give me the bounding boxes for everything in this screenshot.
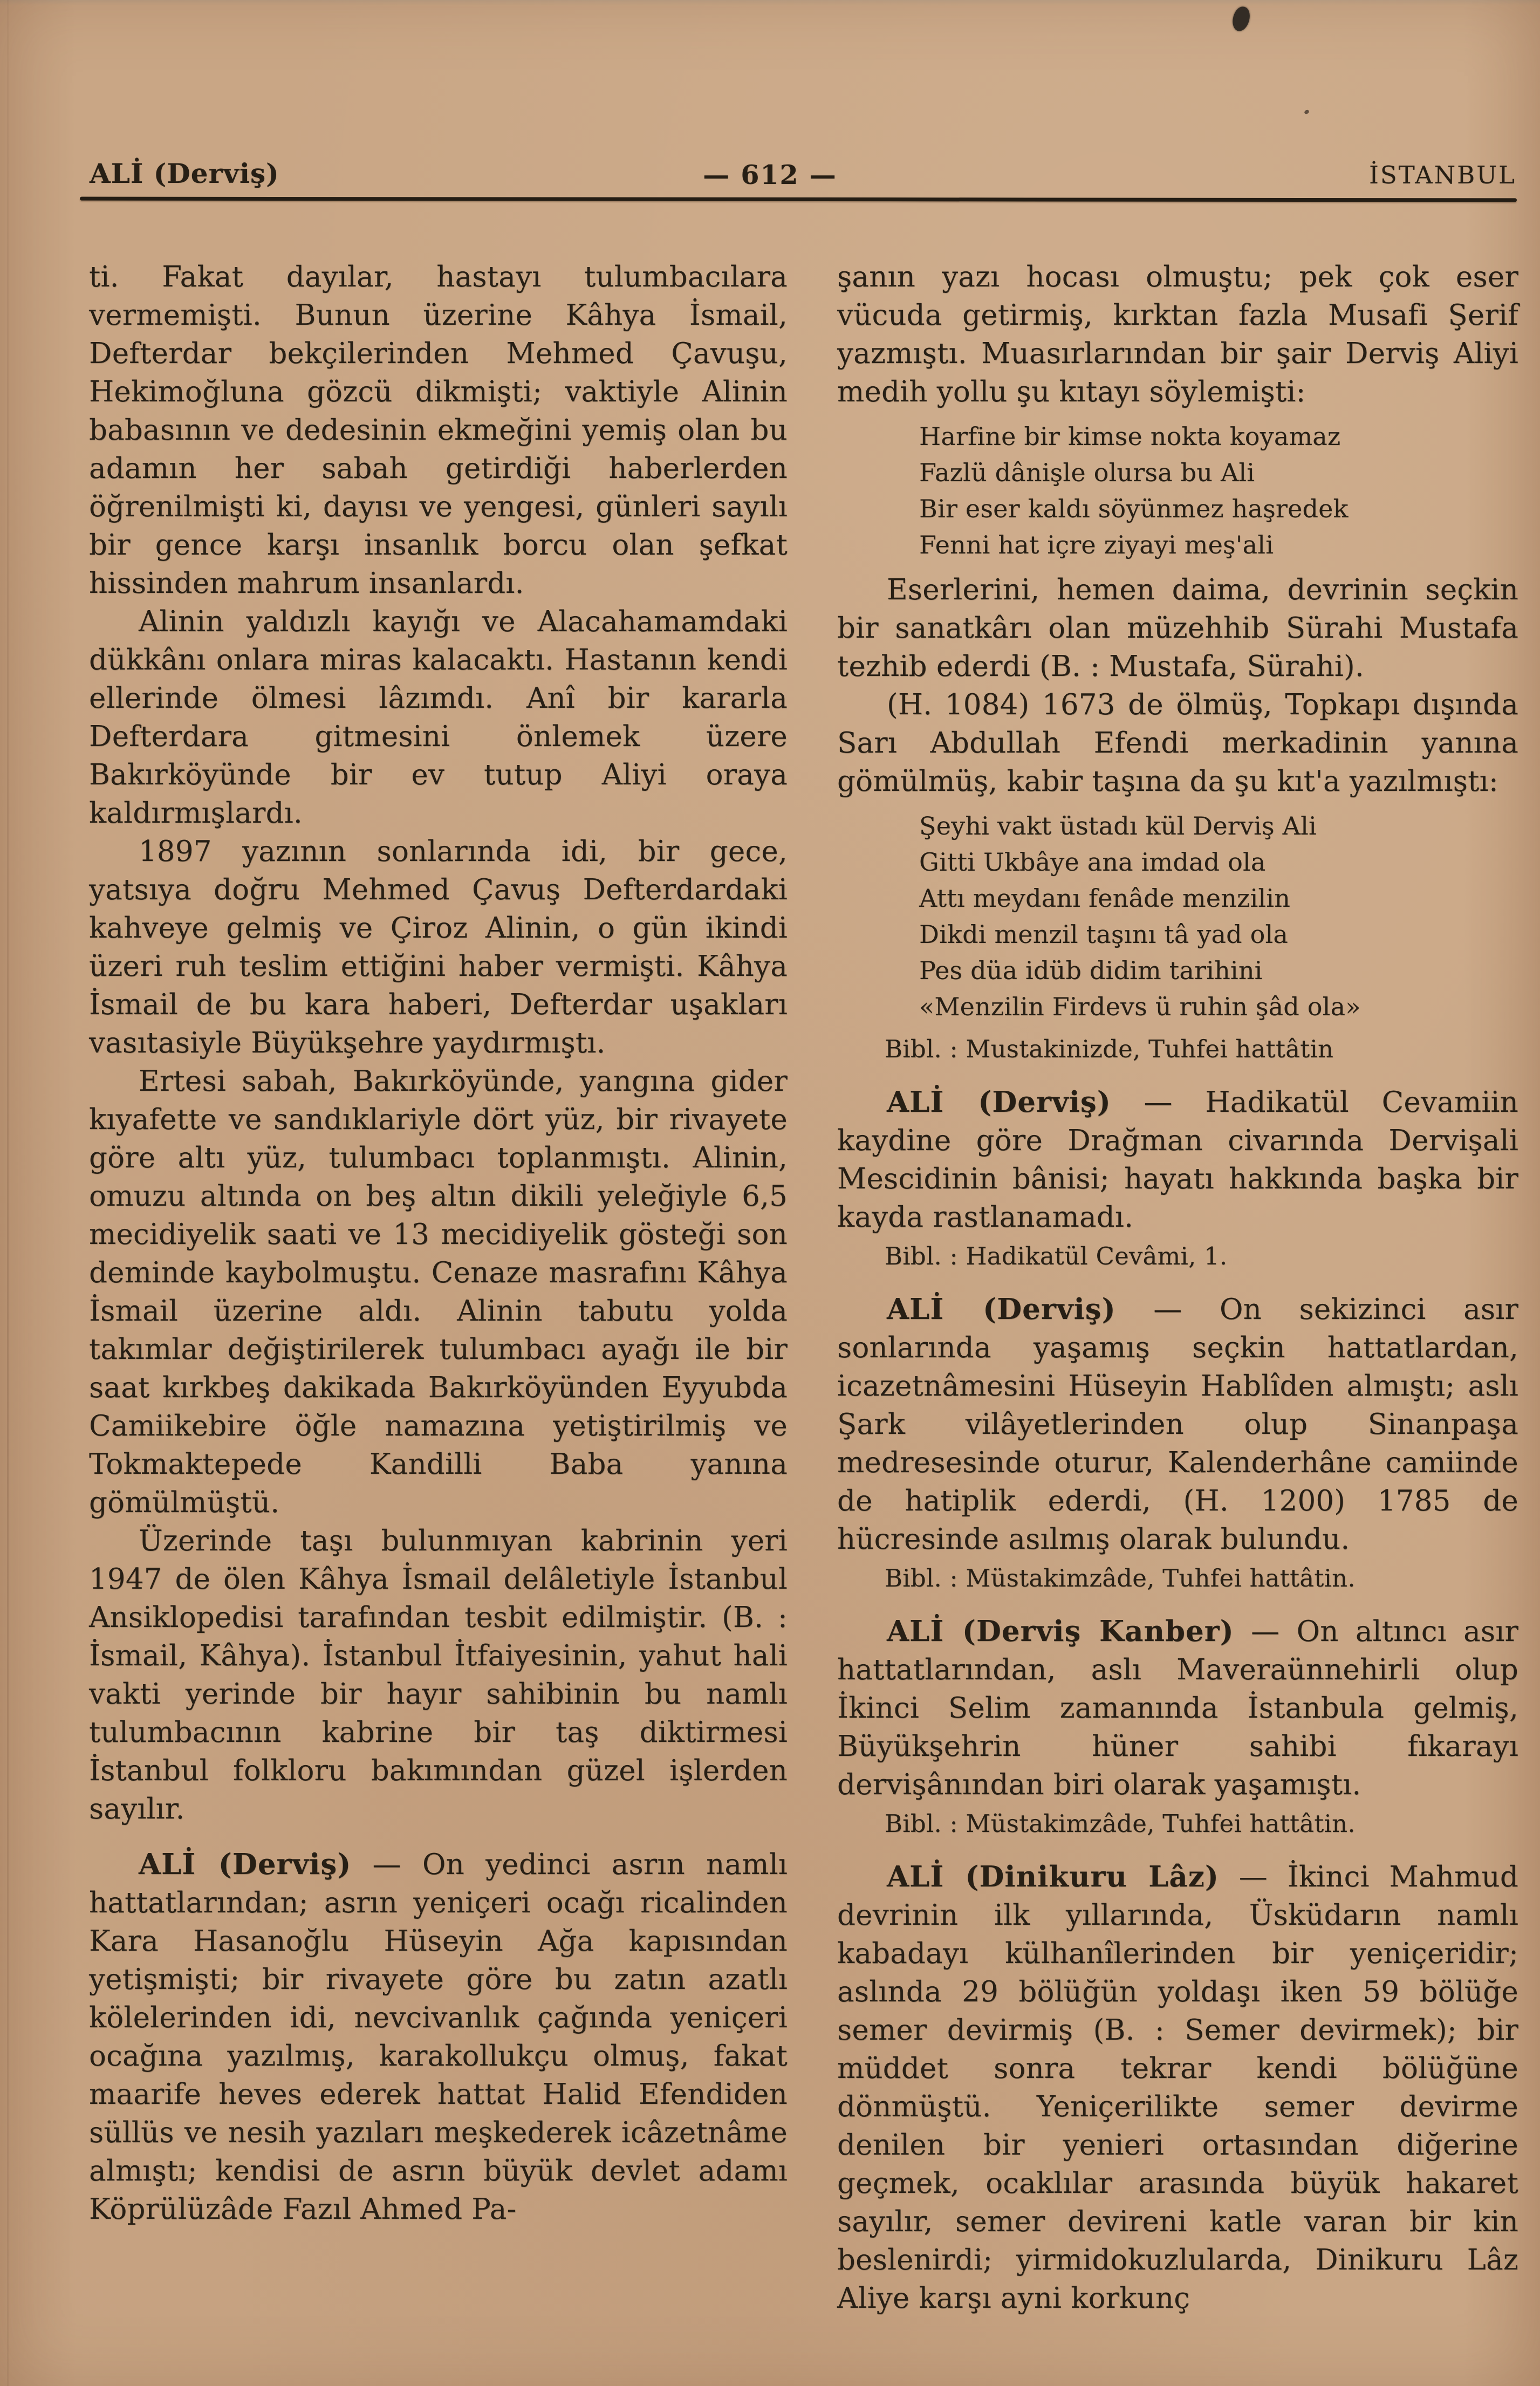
bibliography-line: Bibl. : Hadikatül Cevâmi, 1. bbox=[885, 1242, 1228, 1270]
verse-line: Attı meydanı fenâde menzilin bbox=[919, 884, 1291, 913]
body-paragraph: Üzerinde taşı bulunmıyan kabrinin yeri 1947 de ölen Kâhya İsmail delâletiyle İstanbul Ansiklopedisi tarafından tesbit edilmiştir. (B. : İsmail, Kâhya). İstanbul İtfaiyesinin, yahut hali vakti yerinde bir hayır sahibinin bu namlı tulumbacının kabrine bir taş diktirmesi İstanbul folkloru bakımından güzel işlerden sayılır. bbox=[89, 1524, 788, 1826]
body-paragraph: Eserlerini, hemen daima, devrinin seçkin bir sanatkârı olan müzehhib Sürahi Mustafa tezhib ederdi (B. : Mustafa, Sürahi). bbox=[837, 573, 1518, 683]
body-paragraph: 1897 yazının sonlarında idi, bir gece, yatsıya doğru Mehmed Çavuş Defterdardaki kahveye gelmiş ve Çiroz Alinin, o gün ikindi üzeri ruh teslim ettiğini haber vermişti. Kâhya İsmail de bu kara haberi, Defterdar uşakları vasıtasiyle Büyükşehre yaydırmıştı. bbox=[89, 835, 788, 1059]
verse-line: Bir eser kaldı söyünmez haşredek bbox=[919, 494, 1349, 523]
verse-line: Pes düa idüb didim tarihini bbox=[919, 956, 1263, 985]
entry-headword: ALİ (Derviş Kanber) bbox=[887, 1615, 1234, 1648]
entry-paragraph: ALİ (Derviş) — On yedinci asrın namlı hattatlarından; asrın yeniçeri ocağı ricalinden Kara Hasanoğlu Hüseyin Ağa kapısından yetişmişti; bir rivayete göre bu zatın azatlı kölelerinden idi, nevcivanlık çağında yeniçeri ocağına yazılmış, karakollukçu olmuş, fakat maarife heves ederek hattat Halid Efendiden süllüs ve nesih yazıları meşkederek icâzetnâme almıştı; kendisi de asrın büyük devlet adamı Köprülüzâde Fazıl Ahmed Pa- bbox=[89, 1848, 788, 2226]
verse-line: Şeyhi vakt üstadı kül Derviş Ali bbox=[919, 811, 1317, 840]
entry-headword: ALİ (Derviş) bbox=[887, 1085, 1111, 1119]
body-paragraph: ti. Fakat dayılar, hastayı tulumbacılara vermemişti. Bunun üzerine Kâhya İsmail, Defterdar bekçilerinden Mehmed Çavuşu, Hekimoğluna gözcü dikmişti; vaktiyle Alinin babasının ve dedesinin ekmeğini yemiş olan bu adamın her sabah getirdiği haberlerden öğrenilmişti ki, dayısı ve yengesi, günleri sayılı bir gence karşı insanlık borcu olan şefkat hissinden mahrum insanlardı. bbox=[89, 261, 788, 600]
body-paragraph: şanın yazı hocası olmuştu; pek çok eser vücuda getirmiş, kırktan fazla Musafi Şerif yazmıştı. Muasırlarından bir şair Derviş Aliyi medih yollu şu kıtayı söylemişti: bbox=[837, 261, 1518, 408]
bibliography-line: Bibl. : Müstakimzâde, Tuhfei hattâtin. bbox=[885, 1564, 1356, 1592]
entry-paragraph: ALİ (Derviş) — On sekizinci asır sonlarında yaşamış seçkin hattatlardan, icazetnâmesini Hüseyin Hablîden almıştı; aslı Şark vilâyetlerinden olup Sinanpaşa medresesinde oturur, Kalenderhâne camiinde de hatiplik ederdi, (H. 1200) 1785 de hücresinde asılmış olarak bulundu. bbox=[837, 1293, 1518, 1556]
running-head-volume-title: İSTANBUL bbox=[1369, 161, 1516, 189]
body-paragraph: Alinin yaldızlı kayığı ve Alacahamamdaki dükkânı onlara miras kalacaktı. Hastanın kendi ellerinde ölmesi lâzımdı. Anî bir kararla Defterdara gitmesini önlemek üzere Bakırköyünde bir ev tutup Aliyi oraya kaldırmışlardı. bbox=[89, 605, 788, 830]
entry-paragraph: ALİ (Derviş Kanber) — On altıncı asır hattatlarından, aslı Maveraünnehirli olup İkinci Selim zamanında İstanbula gelmiş, Büyükşehrin hüner sahibi fıkarayı dervişânından biri olarak yaşamıştı. bbox=[837, 1615, 1519, 1801]
verse-line: Dikdi menzil taşını tâ yad ola bbox=[919, 920, 1289, 949]
verse-block bbox=[919, 419, 1518, 563]
body-paragraph: (H. 1084) 1673 de ölmüş, Topkapı dışında Sarı Abdullah Efendi merkadinin yanına gömülmüş, kabir taşına da şu kıt'a yazılmıştı: bbox=[837, 688, 1518, 798]
text-column-right bbox=[837, 258, 1518, 2317]
body-paragraph: Ertesi sabah, Bakırköyünde, yangına gider kıyafette ve sandıklariyle dört yüz, bir rivayete göre altı yüz, tulumbacı toplanmıştı. Alinin, omuzu altında on beş altın dikili yeleğiyle 6,5 mecidiyelik saati ve 13 mecidiyelik gösteği son deminde kaybolmuştu. Cenaze masrafını Kâhya İsmail üzerine aldı. Alinin tabutu yolda takımlar değiştirilerek tulumbacı ayağı ile bir saat kırkbeş dakikada Bakırköyünden Eyyubda Camiikebire öğle namazına yetiştirilmiş ve Tokmaktepede Kandilli Baba yanına gömülmüştü. bbox=[89, 1065, 788, 1519]
bibliography-line: Bibl. : Müstakimzâde, Tuhfei hattâtin. bbox=[885, 1809, 1356, 1838]
running-head-entry-title: ALİ (Derviş) bbox=[90, 158, 279, 189]
paper-fold-line bbox=[7, 0, 9, 2386]
entry-headword: ALİ (Derviş) bbox=[887, 1293, 1116, 1326]
bibliography-line: Bibl. : Mustakinizde, Tuhfei hattâtin bbox=[885, 1035, 1334, 1063]
verse-line: Gitti Ukbâye ana imdad ola bbox=[919, 847, 1266, 877]
entry-paragraph: ALİ (Dinikuru Lâz) — İkinci Mahmud devrinin ilk yıllarında, Üsküdarın namlı kabadayı külhanîlerinden bir yeniçeridir; aslında 29 bölüğün yoldaşı iken 59 bölüğe semer devirmiş (B. : Semer devirmek); bir müddet sonra tekrar kendi bölüğüne dönmüştü. Yeniçerilikte semer devirme denilen bir yenieri ortasından diğerine geçmek, ocaklılar arasında büyük hakaret sayılır, semer devireni katle varan bir kin beslenirdi; yirmidokuzlularda, Dinikuru Lâz Aliye karşı ayni korkunç bbox=[837, 1860, 1519, 2315]
ink-blot-mark bbox=[1230, 5, 1252, 33]
header-rule bbox=[80, 197, 1517, 202]
text-column-left bbox=[89, 258, 788, 2228]
paper-speck bbox=[1304, 109, 1310, 115]
entry-headword: ALİ (Derviş) bbox=[139, 1848, 352, 1881]
verse-line: Fenni hat içre ziyayi meş'ali bbox=[919, 530, 1274, 559]
verse-line: «Menzilin Firdevs ü ruhin şâd ola» bbox=[919, 992, 1361, 1021]
page-number: — 612 — bbox=[703, 159, 837, 190]
entry-paragraph: ALİ (Derviş) — Hadikatül Cevamiin kaydine göre Drağman civarında Dervişali Mescidinin bânisi; hayatı hakkında başka bir kayda rastlanamadı. bbox=[837, 1085, 1518, 1234]
entry-headword: ALİ (Dinikuru Lâz) bbox=[887, 1860, 1219, 1893]
verse-block bbox=[919, 808, 1518, 1025]
verse-line: Harfine bir kimse nokta koyamaz bbox=[919, 422, 1341, 451]
verse-line: Fazlü dânişle olursa bu Ali bbox=[919, 458, 1255, 487]
